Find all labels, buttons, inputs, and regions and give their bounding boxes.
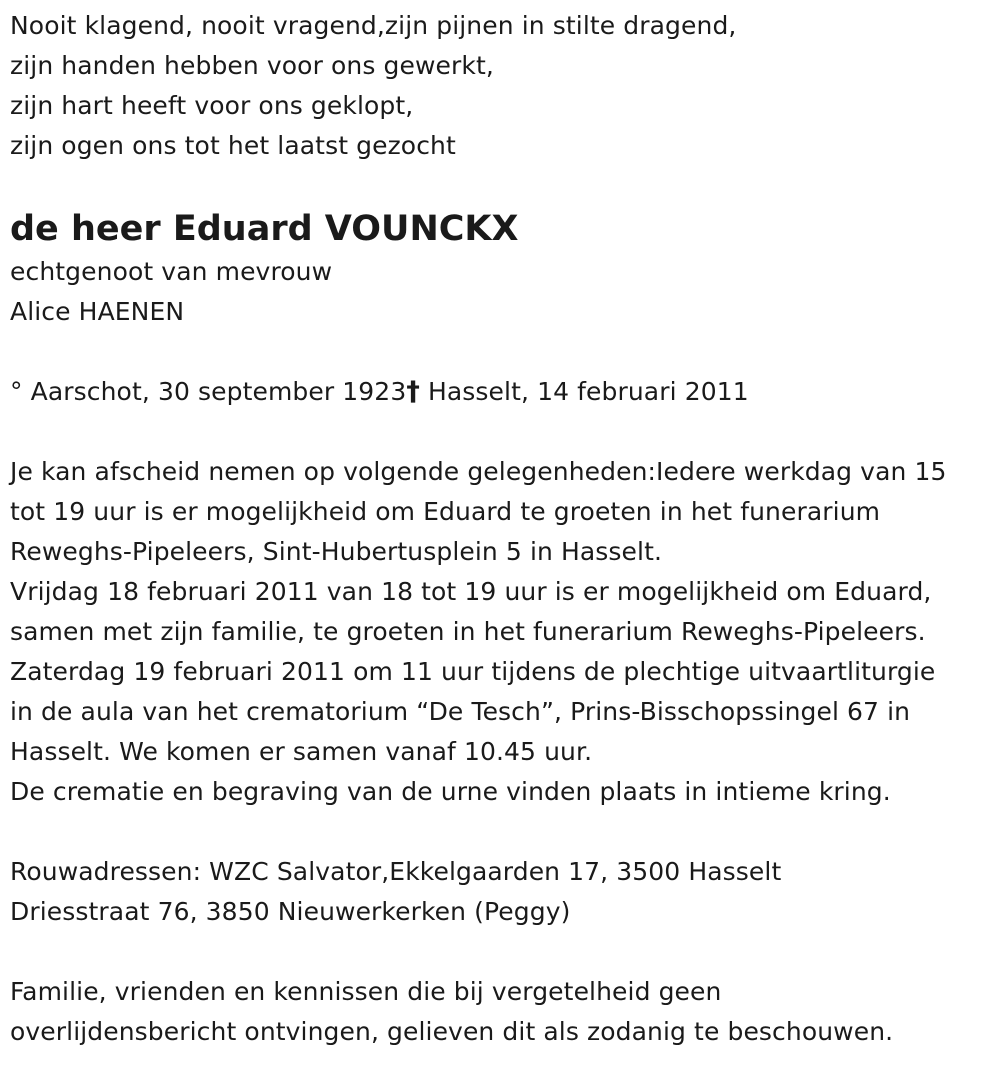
address-line: Rouwadressen: WZC Salvator,Ekkelgaarden 17, 3500 Hasselt xyxy=(10,857,782,886)
address-line: Driesstraat 76, 3850 Nieuwerkerken (Peggy) xyxy=(10,897,571,926)
mourning-addresses xyxy=(10,852,995,932)
spacer xyxy=(10,812,995,852)
poem-line: Nooit klagend, nooit vragend,zijn pijnen in stilte dragend, xyxy=(10,11,737,40)
farewell-line: Je kan afscheid nemen op volgende gelegenheden:Iedere werkdag van 15 xyxy=(10,457,947,486)
spacer xyxy=(10,412,995,452)
farewell-line: Hasselt. We komen er samen vanaf 10.45 uur. xyxy=(10,737,593,766)
farewell-line: Zaterdag 19 februari 2011 om 11 uur tijdens de plechtige uitvaartliturgie xyxy=(10,657,936,686)
farewell-block xyxy=(10,452,995,812)
poem-block xyxy=(10,6,995,166)
death-date: Hasselt, 14 februari 2011 xyxy=(419,377,749,406)
cross-icon: † xyxy=(406,376,420,407)
closing-line: overlijdensbericht ontvingen, gelieven dit als zodanig te beschouwen. xyxy=(10,1017,894,1046)
spouse-name: Alice HAENEN xyxy=(10,297,185,326)
poem-line: zijn hart heeft voor ons geklopt, xyxy=(10,91,414,120)
closing-note xyxy=(10,972,995,1052)
farewell-line: tot 19 uur is er mogelijkheid om Eduard te groeten in het funerarium xyxy=(10,497,881,526)
spouse-relation: echtgenoot van mevrouw xyxy=(10,257,333,286)
spacer xyxy=(10,932,995,972)
birth-death-dates xyxy=(10,372,995,412)
obituary-document xyxy=(10,0,995,1052)
farewell-line: De crematie en begraving van de urne vinden plaats in intieme kring. xyxy=(10,777,891,806)
closing-line: Familie, vrienden en kennissen die bij vergetelheid geen xyxy=(10,977,722,1006)
farewell-line: in de aula van het crematorium “De Tesch”, Prins-Bisschopssingel 67 in xyxy=(10,697,911,726)
birth-date: ° Aarschot, 30 september 1923 xyxy=(10,377,407,406)
poem-line: zijn ogen ons tot het laatst gezocht xyxy=(10,131,456,160)
farewell-line: samen met zijn familie, te groeten in het funerarium Reweghs-Pipeleers. xyxy=(10,617,926,646)
poem-line: zijn handen hebben voor ons gewerkt, xyxy=(10,51,494,80)
farewell-line: Vrijdag 18 februari 2011 van 18 tot 19 uur is er mogelijkheid om Eduard, xyxy=(10,577,932,606)
spacer xyxy=(10,332,995,372)
deceased-name: de heer Eduard VOUNCKX xyxy=(10,209,519,249)
farewell-line: Reweghs-Pipeleers, Sint-Hubertusplein 5 in Hasselt. xyxy=(10,537,663,566)
